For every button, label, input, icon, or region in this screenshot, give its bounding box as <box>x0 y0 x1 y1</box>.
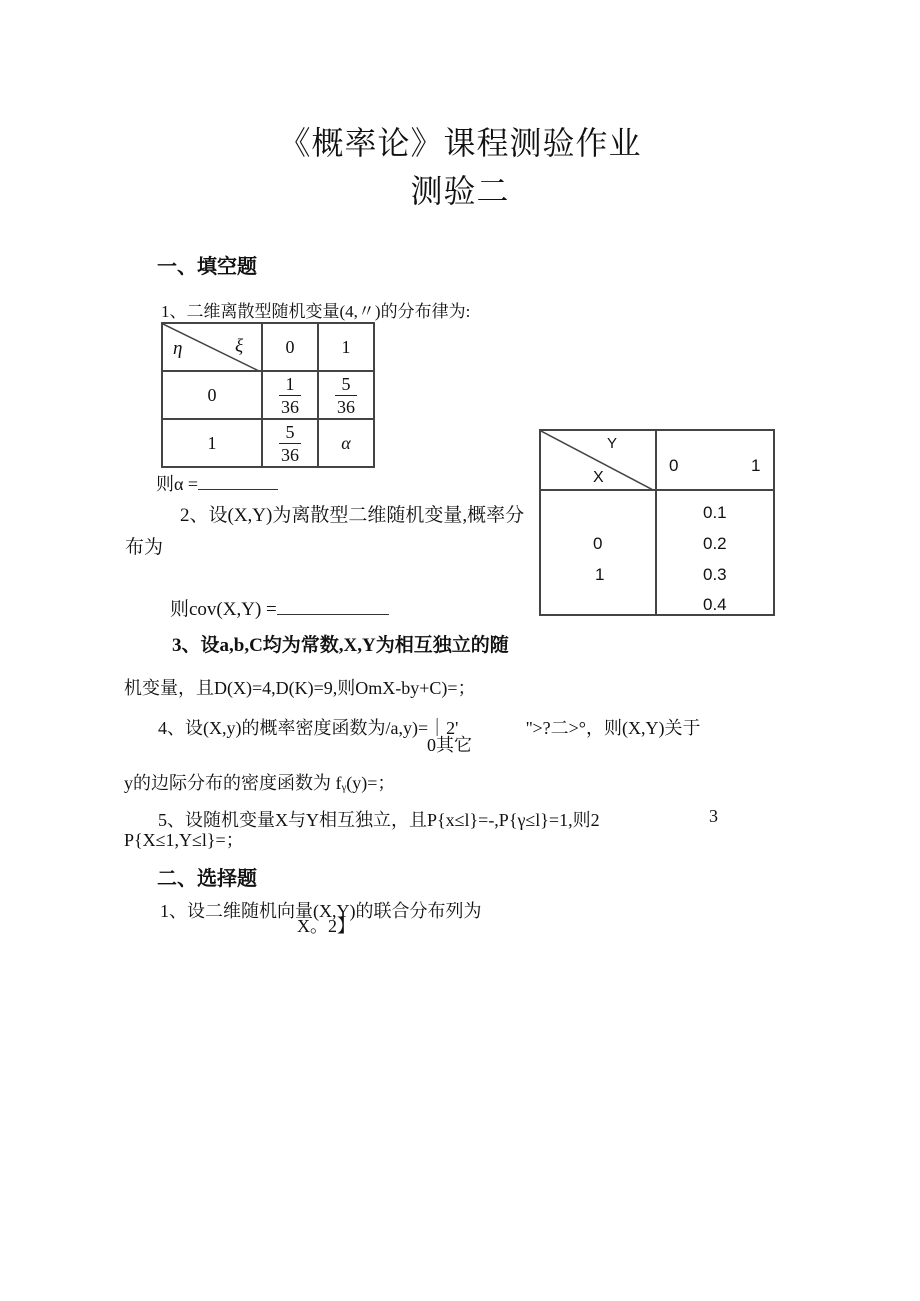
q5-line1: 5、设随机变量X与Y相互独立，且P{x≤l}=-,P{γ≤l}=1,则2 <box>158 810 600 830</box>
q2-answer: 则cov(X,Y) = <box>170 594 389 621</box>
q5-num: 3 <box>709 806 718 826</box>
q4-line1b: ''>?二>°，则(X,Y)关于 <box>526 718 701 738</box>
q1-distribution-table <box>161 322 375 468</box>
values-cell <box>656 490 774 615</box>
s2-q1-sub: X。2】 <box>297 916 355 936</box>
row-header: 0 <box>162 371 262 419</box>
y-axis-label: Y <box>607 435 618 452</box>
q2-line1: 2、设(X,Y)为离散型二维随机变量,概率分 <box>180 505 525 526</box>
q1-answer: 则α = <box>156 470 278 496</box>
value: 0.3 <box>703 565 727 584</box>
col-header: 0 <box>669 456 679 475</box>
table-cell: $\frac{5}{36}$ <box>262 419 318 467</box>
page-title: 《概率论》课程测验作业 <box>278 125 642 161</box>
section-heading-choice: 二、选择题 <box>157 866 257 890</box>
q4-line2: y的边际分布的密度函数为 fᵧ(y)=； <box>124 773 396 793</box>
row-var-label: η <box>173 338 183 359</box>
q2-distribution-table <box>539 429 775 616</box>
q3-line1: 3、设a,b,C均为常数,X,Y为相互独立的随 <box>172 635 509 656</box>
q1-text: 1、二维离散型随机变量(4,〃)的分布律为: <box>161 302 471 321</box>
table-cell: $\frac{1}{36}$ <box>262 371 318 419</box>
q1-corner-cell <box>162 323 262 371</box>
table-cell: $\frac{5}{36}$ <box>318 371 374 419</box>
x-axis-label: X <box>593 469 604 486</box>
row-label: 0 <box>593 534 603 553</box>
col-header: 0 <box>262 323 318 371</box>
col-headers-cell <box>656 430 774 490</box>
answer-blank <box>277 613 389 615</box>
table-cell-alpha: α <box>318 419 374 467</box>
answer-blank <box>198 488 278 490</box>
q4-line1a: 4、设(X,y)的概率密度函数为/a,y)=｜2' <box>158 718 459 738</box>
q4-otherwise: 0其它 <box>427 735 472 755</box>
value: 0.1 <box>703 503 727 522</box>
section-heading-fill-in: 一、填空题 <box>157 254 257 278</box>
row-header: 1 <box>162 419 262 467</box>
row-labels-cell <box>540 490 656 615</box>
q2-corner-cell <box>540 430 656 490</box>
col-header: 1 <box>318 323 374 371</box>
q5-line2: P{X≤1,Y≤l}=； <box>124 830 244 850</box>
value: 0.4 <box>703 595 727 614</box>
s2-q1-text: 1、设二维随机向量(X,Y)的联合分布列为 <box>160 901 482 921</box>
q3-line2: 机变量，且D(X)=4,D(K)=9,则OmX-by+C)=； <box>124 678 476 698</box>
row-label: 1 <box>595 565 605 584</box>
page-subtitle: 测验二 <box>410 173 510 209</box>
col-var-label: ξ <box>235 336 244 357</box>
q2-line2: 布为 <box>125 537 164 558</box>
value: 0.2 <box>703 534 727 553</box>
col-header: 1 <box>751 456 761 475</box>
